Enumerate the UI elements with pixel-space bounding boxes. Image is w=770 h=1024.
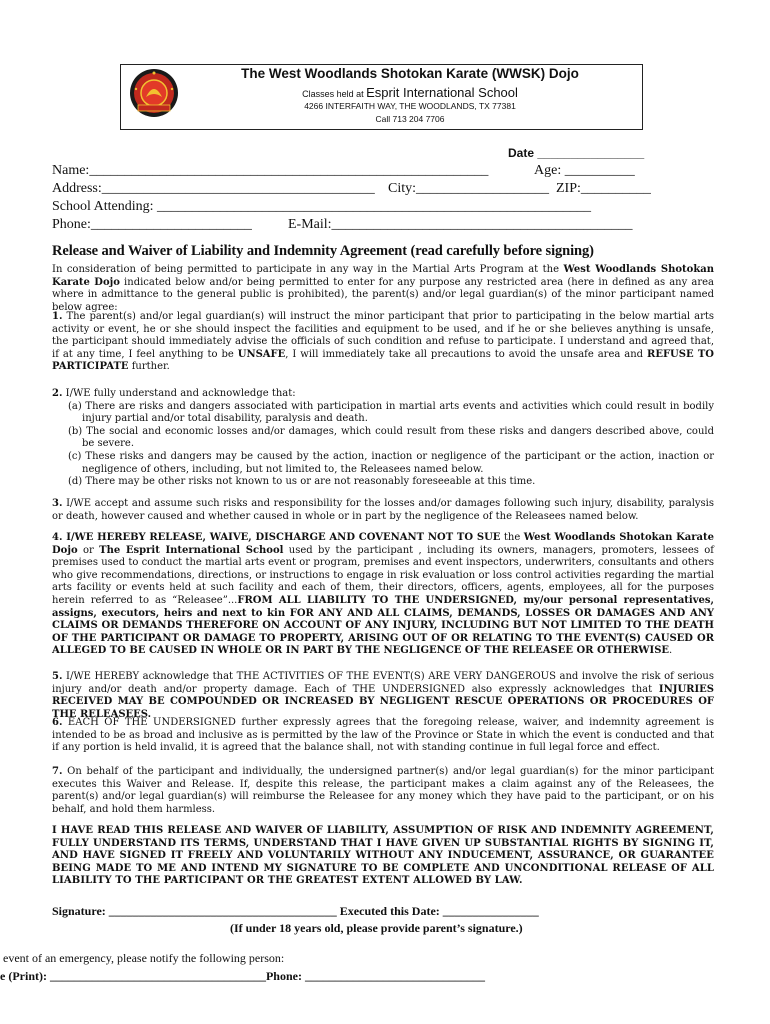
release-title: Release and Waiver of Liability and Indemnity Agreement (read carefully before signing) (52, 243, 594, 259)
dojo-address: 4266 INTERFAITH WAY, THE WOODLANDS, TX 77381 (304, 101, 516, 111)
school-field[interactable]: School Attending: ______________________________________________________________ (52, 199, 591, 214)
email-field[interactable]: E-Mail:___________________________________________ (288, 217, 633, 232)
signature-field[interactable]: Signature: ______________________________________ Executed this Date: ________________ (52, 904, 539, 918)
classes-prefix: Classes held at (302, 89, 364, 99)
clause-7: 7. On behalf of the participant and individually, the undersigned partner(s) and/or legal guardian(s) for the minor participant executes this Waiver and Release. If, despite this release, the participant makes a claim against any of the Releasees, the parent(s) and/or legal guardian(s) will reimburse the Releasee for any money which they have paid to the participant, or on his behalf, and hold them harmless. (52, 766, 714, 815)
emergency-notice: event of an emergency, please notify the following person: (0, 951, 285, 965)
clause-3: 3. I/WE accept and assume such risks and responsibility for the losses and/or damages following such injury, disability, paralysis or death, however caused and whether caused in whole or in part by the negligence of the Releasees named below. (52, 498, 714, 522)
clause-1: 1. The parent(s) and/or legal guardian(s) will instruct the minor participant that prior to participating in the below martial arts activity or event, he or she should inspect the facilities and equipment to be used, and if he or she believes anything is unsafe, the participant should immediately advise the officials of such condition and refuse to participate. I understand and agreed that, if at any time, I feel anything to be UNSAFE, I will immediately take all precautions to avoid the unsafe area and REFUSE TO PARTICIPATE further. (52, 311, 714, 373)
zip-field[interactable]: ZIP:__________ (556, 181, 651, 196)
dojo-title: The West Woodlands Shotokan Karate (WWSK) Dojo (241, 66, 579, 81)
clause-6: 6. EACH OF THE UNDERSIGNED further expressly agrees that the foregoing release, waiver, and indemnity agreement is intended to be as broad and inclusive as is permitted by the law of the Province or State in which the event is conducted and that if any portion is held invalid, it is agreed that the balance shall, not with standing continue in full legal force and effect. (52, 717, 714, 754)
clause-4: 4. I/WE HEREBY RELEASE, WAIVE, DISCHARGE AND COVENANT NOT TO SUE the West Woodlands Shotokan Karate Dojo or The Esprit International School used by the participant , including its owners, managers, promoters, lessees of premises used to conduct the martial arts event or program, premises and event inspectors, underwriters, consultants and others who give recommendations, directions, or instructions to engage in risk evaluation or loss control activities regarding the martial arts facility or events held at such facility and each of them, their directors, officers, agents, employees, all for the purposes herein referred to as “Releasee”...FROM ALL LIABILITY TO THE UNDERSIGNED, my/our personal representatives, assigns, executors, heirs and next to kin FOR ANY AND ALL CLAIMS, DEMANDS, LOSSES OR DAMAGES AND ANY CLAIMS OR DEMANDS THEREFORE ON ACCOUNT OF ANY INJURY, INCLUDING BUT NOT LIMITED TO THE DEATH OF THE PARTICIPANT OR DAMAGE TO PROPERTY, ARISING OUT OF OR RELATING TO THE EVENT(S) CAUSED OR ALLEGED TO BE CAUSED IN WHOLE OR IN PART BY THE NEGLIGENCE OF THE RELEASEE OR OTHERWISE. (52, 532, 715, 657)
clause-2-item: (b) The social and economic losses and/or damages, which could result from these risks and dangers described above, could be severe. (68, 425, 714, 450)
clause-5: 5. I/WE HEREBY acknowledge that THE ACTIVITIES OF THE EVENT(S) ARE VERY DANGEROUS and involve the risk of serious injury and/or death and/or property damage. Each of THE UNDERSIGNED also expressly acknowledges that INJURIES RECEIVED MAY BE COMPOUNDED OR INCREASED BY NEGLIGENT RESCUE OPERATIONS OR PROCEDURES OF THE RELEASEES. (52, 671, 714, 720)
clause-2: 2. I/WE fully understand and acknowledge that: (a) There are risks and dangers associated with participation in martial arts events and activities which could result in bodily injury partial and/or total disability, paralysis and death. (b) The social and economic losses and/or damages, which could result from these risks and dangers described above, could be severe. (c) These risks and dangers may be caused by the action, inaction or negligence of the participant or the action, inaction or negligence of others, including, but not limited to, the Releasees named below. (d) There may be other risks not known to us or are not reasonably foreseeable at this time. (52, 388, 714, 488)
classes-location (190, 85, 630, 100)
dojo-phone: Call 713 204 7706 (375, 114, 445, 124)
school-name: Esprit International School (366, 85, 518, 100)
phone-field[interactable]: Phone:_______________________ (52, 217, 252, 232)
intro-paragraph: In consideration of being permitted to participate in any way in the Martial Arts Program at the West Woodlands Shotokan Karate Dojo indicated below and/or being permitted to enter for any purpose any restricted area (here in defined as any area where in admittance to the general public is prohibited), the parent(s) and/or legal guardian(s) of the minor participant named below agree: (52, 264, 715, 313)
clause-2-item: (c) These risks and dangers may be caused by the action, inaction or negligence of the participant or the action, inaction or negligence of others, including, but not limited to, the Releasees named below. (68, 450, 714, 475)
city-field[interactable]: City:___________________ (388, 181, 550, 196)
clause-2-item: (d) There may be other risks not known to us or are not reasonably foreseeable at this time. (68, 476, 536, 488)
date-field[interactable]: Date ________________ (508, 146, 645, 160)
acknowledgement: I HAVE READ THIS RELEASE AND WAIVER OF LIABILITY, ASSUMPTION OF RISK AND INDEMNITY AGREEMENT, FULLY UNDERSTAND ITS TERMS, UNDERSTAND THAT I HAVE GIVEN UP SUBSTANTIAL RIGHTS BY SIGNING IT, AND HAVE SIGNED IT FREELY AND VOLUNTARILY WITHOUT ANY INDUCEMENT, ASSURANCE, OR GUARANTEE BEING MADE TO ME AND INTEND MY SIGNATURE TO BE COMPLETE AND UNCONDITIONAL RELEASE OF ALL LIABILITY TO THE PARTICIPANT OR THE GREATEST EXTENT ALLOWED BY LAW. (52, 825, 714, 887)
address-field[interactable]: Address:_______________________________________ (52, 181, 375, 196)
name-field[interactable]: Name:_________________________________________________________ (52, 163, 489, 178)
emergency-contact-field[interactable]: e (Print): ____________________________________Phone: ______________________________ (0, 969, 485, 983)
signature-note: (If under 18 years old, please provide parent’s signature.) (230, 921, 523, 935)
dojo-logo (128, 67, 180, 119)
age-field[interactable]: Age: __________ (534, 163, 635, 178)
clause-2-item: (a) There are risks and dangers associated with participation in martial arts events and activities which could result in bodily injury partial and/or total disability, paralysis and death. (68, 400, 714, 425)
